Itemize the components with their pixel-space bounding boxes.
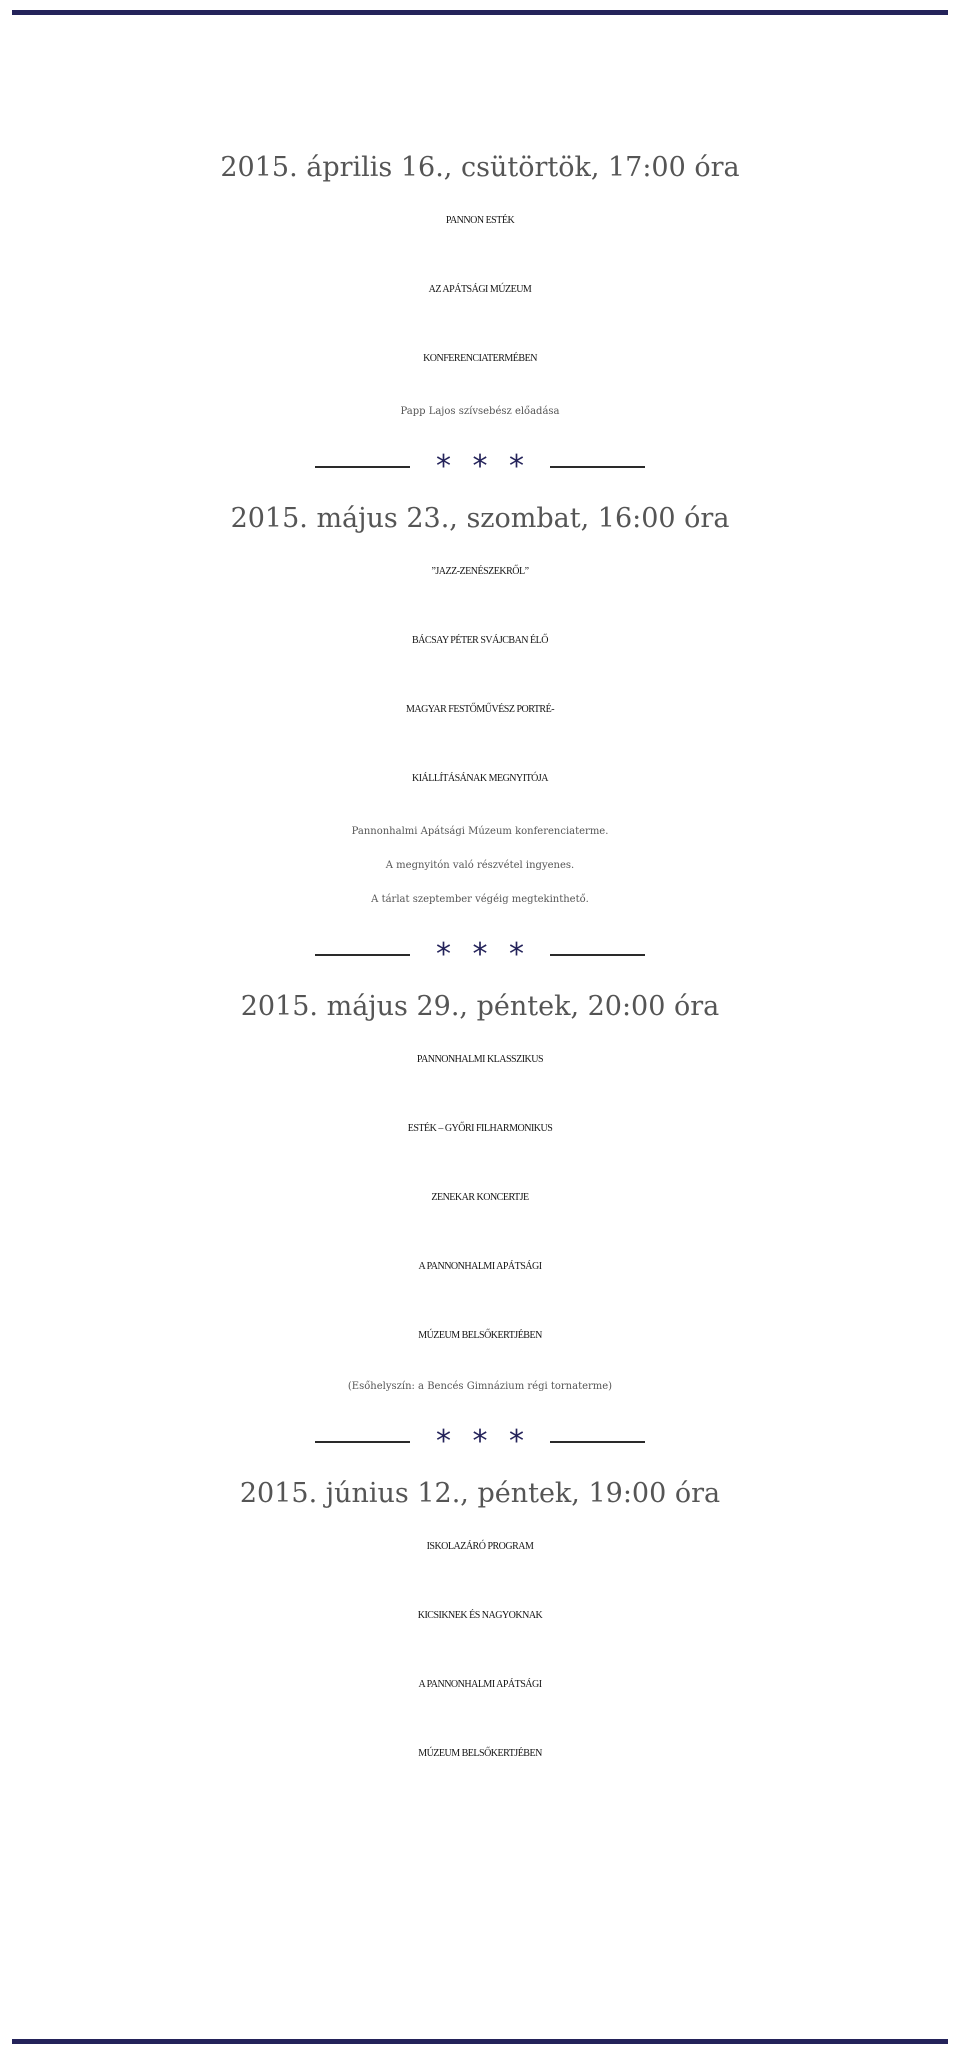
separator-stars: * * * bbox=[435, 1424, 531, 1459]
event-details bbox=[0, 815, 960, 917]
event-details bbox=[0, 1370, 960, 1404]
event-title-line: MAGYAR FESTŐMŰVÉSZ PORTRÉ- bbox=[405, 704, 555, 715]
event-title-line: A PANNONHALMI APÁTSÁGI bbox=[418, 1679, 542, 1690]
separator-line-left bbox=[315, 466, 410, 468]
event-title-line: PANNONHALMI KLASSZIKUS bbox=[416, 1054, 544, 1065]
separator-stars: * * * bbox=[435, 937, 531, 972]
event-1 bbox=[0, 150, 960, 429]
event-date: 2015. május 23., szombat, 16:00 óra bbox=[230, 503, 730, 534]
event-title bbox=[0, 1512, 960, 1788]
event-details bbox=[0, 395, 960, 429]
separator-line-right bbox=[550, 954, 645, 956]
event-title bbox=[0, 1025, 960, 1370]
event-detail-line: Pannonhalmi Apátsági Múzeum konferenciaterme. bbox=[351, 826, 609, 837]
separator-line-right bbox=[550, 1441, 645, 1443]
event-title-line: KIÁLLÍTÁSÁNAK MEGNYITÓJA bbox=[411, 773, 549, 784]
event-title bbox=[0, 186, 960, 393]
event-title-line: ”JAZZ-ZENÉSZEKRŐL” bbox=[431, 566, 529, 577]
event-title-line: KICSIKNEK ÉS NAGYOKNAK bbox=[417, 1610, 543, 1621]
separator bbox=[0, 935, 960, 975]
bottom-rule bbox=[12, 2039, 948, 2044]
separator-line-left bbox=[315, 954, 410, 956]
event-title-line: ESTÉK – GYŐRI FILHARMONIKUS bbox=[407, 1123, 553, 1134]
separator-line-right bbox=[550, 466, 645, 468]
event-title bbox=[0, 537, 960, 813]
separator-stars: * * * bbox=[435, 449, 531, 484]
event-title-line: PANNON ESTÉK bbox=[445, 215, 515, 226]
event-title-line: AZ APÁTSÁGI MÚZEUM bbox=[428, 284, 532, 295]
top-rule bbox=[12, 10, 948, 15]
separator bbox=[0, 1422, 960, 1462]
event-detail-line: A megnyitón való részvétel ingyenes. bbox=[385, 860, 575, 871]
event-4 bbox=[0, 1476, 960, 1788]
separator-line-left bbox=[315, 1441, 410, 1443]
event-3 bbox=[0, 989, 960, 1404]
event-date: 2015. április 16., csütörtök, 17:00 óra bbox=[220, 152, 740, 183]
event-list bbox=[0, 150, 960, 1788]
event-detail-line: Papp Lajos szívsebész előadása bbox=[400, 406, 560, 417]
event-title-line: A PANNONHALMI APÁTSÁGI bbox=[418, 1261, 542, 1272]
event-detail-line: A tárlat szeptember végéig megtekinthető. bbox=[371, 894, 589, 905]
event-title-line: ZENEKAR KONCERTJE bbox=[431, 1192, 529, 1203]
event-title-line: MÚZEUM BELSŐKERTJÉBEN bbox=[418, 1748, 542, 1759]
event-date: 2015. június 12., péntek, 19:00 óra bbox=[239, 1478, 721, 1509]
separator bbox=[0, 447, 960, 487]
event-detail-line: (Esőhelyszín: a Bencés Gimnázium régi tornaterme) bbox=[347, 1381, 613, 1392]
event-title-line: ISKOLAZÁRÓ PROGRAM bbox=[426, 1541, 534, 1552]
event-title-line: BÁCSAY PÉTER SVÁJCBAN ÉLŐ bbox=[412, 635, 548, 646]
event-2 bbox=[0, 501, 960, 917]
event-date: 2015. május 29., péntek, 20:00 óra bbox=[240, 991, 720, 1022]
event-title-line: MÚZEUM BELSŐKERTJÉBEN bbox=[418, 1330, 542, 1341]
event-title-line: KONFERENCIATERMÉBEN bbox=[423, 353, 537, 364]
